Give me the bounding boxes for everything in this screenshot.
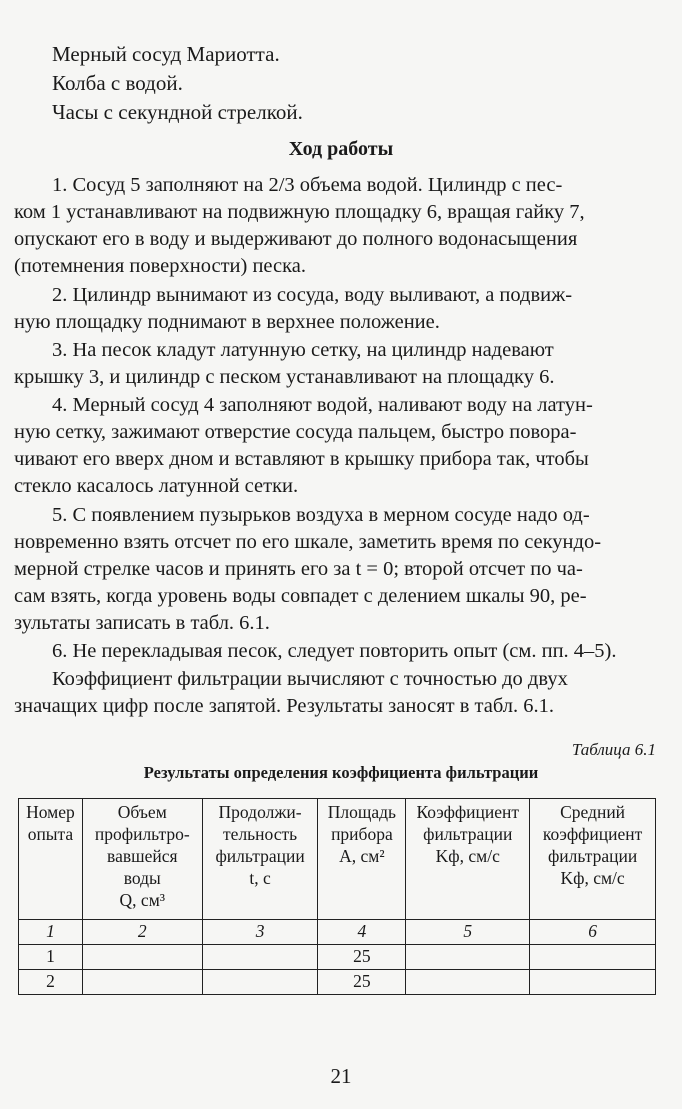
table-cell [82,970,202,995]
table-cell: 2 [19,970,83,995]
equipment-item: Колба с водой. [52,71,183,95]
table-label: Таблица 6.1 [571,740,656,759]
table-index-row [19,920,656,945]
table-cell [530,945,656,970]
header-cell: Средний коэффициент фильтрации Kф, см/с [530,799,656,920]
results-table [18,798,656,995]
table-header-row [19,799,656,920]
table-cell [530,970,656,995]
step-paragraph: 4. Мерный сосуд 4 заполняют водой, наливают воду на латун- ную сетку, зажимают отверстие сосуда пальцем, быстро повора- чивают его вверх дном и вставляют в крышку прибора так, чтобы стекло касалось латунной сетки. [14,394,593,497]
header-cell: Номер опыта [19,799,83,920]
table-cell [406,945,530,970]
index-cell: 4 [318,920,406,945]
table-cell [202,970,318,995]
step-paragraph: 6. Не перекладывая песок, следует повторить опыт (см. пп. 4–5). [52,640,617,662]
header-cell: Коэффициент фильтрации Kф, см/с [406,799,530,920]
index-cell: 6 [530,920,656,945]
table-cell: 1 [19,945,83,970]
index-cell: 3 [202,920,318,945]
step-paragraph: 1. Сосуд 5 заполняют на 2/3 объема водой. Цилиндр с пес- ком 1 устанавливают на подвижную площадку 6, вращая гайку 7, опускают его в воду и выдерживают до полного водонасыщения (потемнения поверхности) песка. [14,174,585,277]
page-number: 21 [330,1064,352,1088]
table-cell [82,945,202,970]
step-paragraph: 5. С появлением пузырьков воздуха в мерном сосуде надо од- новременно взять отсчет по его шкале, заметить время по секундо- мерной стрелке часов и принять его за t = 0; второй отсчет по ча- сам взять, когда уровень воды совпадет с делением шкалы 90, ре- зультаты записать в табл. 6.1. [14,504,602,634]
header-cell: Площадь прибора A, см² [318,799,406,920]
table-row [19,945,656,970]
index-cell: 1 [19,920,83,945]
section-heading: Ход работы [288,138,394,160]
equipment-item: Часы с секундной стрелкой. [52,100,303,124]
table-cell [202,945,318,970]
table-row [19,970,656,995]
table-cell: 25 [318,970,406,995]
header-cell: Объем профильтро- вавшейся воды Q, см³ [82,799,202,920]
index-cell: 5 [406,920,530,945]
table-cell [406,970,530,995]
table-cell: 25 [318,945,406,970]
step-paragraph: 2. Цилиндр вынимают из сосуда, воду выливают, а подвиж- ную площадку поднимают в верхнее положение. [14,284,573,333]
header-cell: Продолжи- тельность фильтрации t, с [202,799,318,920]
index-cell: 2 [82,920,202,945]
table-title: Результаты определения коэффициента фильтрации [143,763,539,782]
conclusion-paragraph: Коэффициент фильтрации вычисляют с точностью до двух значащих цифр после запятой. Результаты заносят в табл. 6.1. [14,668,568,717]
step-paragraph: 3. На песок кладут латунную сетку, на цилиндр надевают крышку 3, и цилиндр с песком устанавливают на площадку 6. [14,339,555,388]
equipment-item: Мерный сосуд Мариотта. [52,42,280,66]
